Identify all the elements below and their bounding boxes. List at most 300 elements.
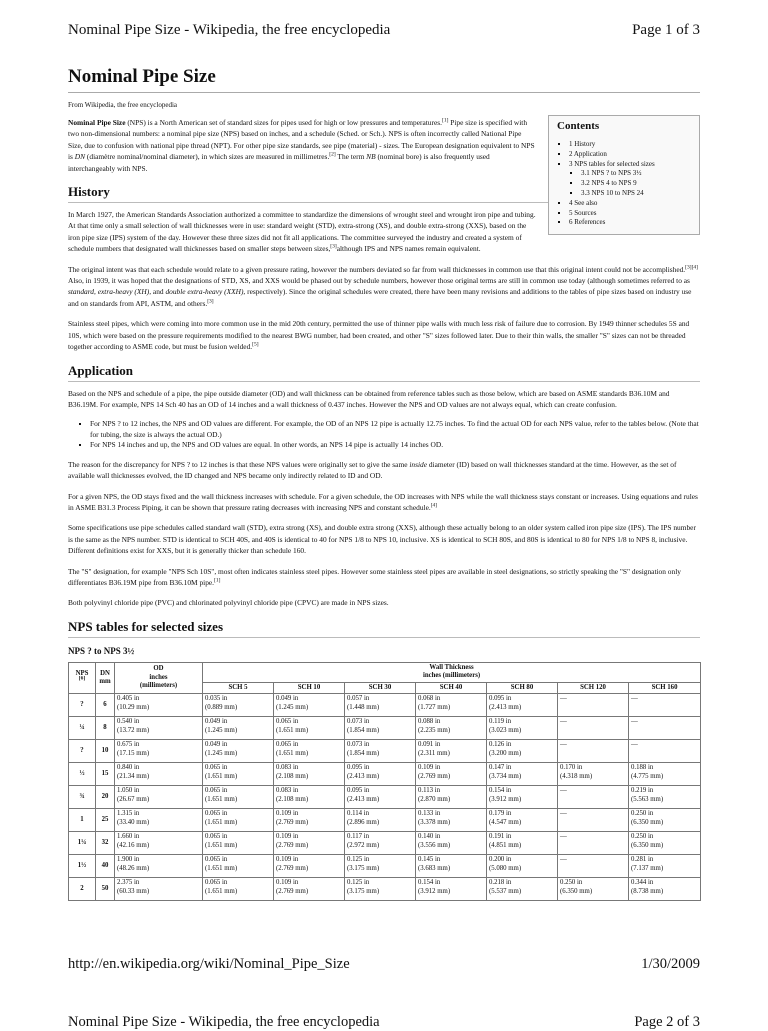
wall-cell [629,809,701,832]
wall-cell [345,878,416,901]
section-heading-history: History [68,184,700,203]
wall-cell-line: (2.769 mm) [276,841,309,849]
header-nps [69,662,96,693]
next-page-header [68,1014,700,1031]
history-italic: double extra-heavy (XXH) [165,287,244,297]
wall-cell-line: (1.448 mm) [347,703,380,711]
wall-cell [345,740,416,763]
history-text: although IPS and NPS names remain equivalent. [336,244,481,254]
wall-cell [487,878,558,901]
wall-cell-line: (5.537 mm) [489,887,522,895]
toc-item-application[interactable] [569,150,693,160]
od-cell-line: 1.900 in [117,856,140,864]
toc-link[interactable]: 5 Sources [569,208,597,217]
table-row [69,763,701,786]
toc-link[interactable]: 3.1 NPS ? to NPS 3½ [581,169,642,178]
table-row [69,786,701,809]
wall-cell [558,832,629,855]
wall-cell-line: — [631,718,638,726]
wall-cell-line: 0.109 in [418,764,441,772]
nps-cell-line: 2 [80,884,84,892]
wall-cell-line: (3.912 mm) [418,887,451,895]
wall-cell-line: 0.119 in [489,718,512,726]
dn-cell [96,740,115,763]
wall-cell-line: (2.896 mm) [347,818,380,826]
wall-cell-line: (1.651 mm) [276,749,309,757]
toc-title: Contents [557,120,600,132]
wall-cell-line: (6.350 mm) [560,887,593,895]
intro-text: (nominal bore) is also frequently used interchangeably with NPS. [68,152,490,173]
wall-cell-line: (1.651 mm) [276,726,309,734]
wall-cell-line: (2.769 mm) [276,818,309,826]
history-paragraph [68,264,700,310]
wall-cell-line: 0.200 in [489,856,512,864]
wall-cell-line: 0.065 in [205,810,228,818]
header-schedule: SCH 80 [487,682,558,693]
wall-cell-line: 0.125 in [347,879,370,887]
wall-cell-line: 0.126 in [489,741,512,749]
dn-cell [96,855,115,878]
wall-cell-line: 0.049 in [205,741,228,749]
wall-cell [558,717,629,740]
application-text: The reason for the discrepancy for NPS ? to 12 inches is that these NPS values were originally set to give the same [68,459,410,469]
toc-subitem[interactable] [581,189,693,199]
toc-item-history[interactable] [569,140,693,150]
wall-cell [345,809,416,832]
print-header [68,22,700,39]
dn-cell [96,763,115,786]
intro-text: Pipe size is specified with two non-dimensional numbers: a nominal pipe size (NPS) based on inches, and a schedule (Sched. or Sch.). NPS is often incorrectly called National Pipe Size, due to confusion with national pipe thread (NPT). For other pipe size standards, see pipe (material) - sizes. The European designation equivalent to NPS is [68,118,535,162]
wall-cell [203,694,274,717]
wall-cell-line: (2.870 mm) [418,795,451,803]
wall-cell-line: (2.311 mm) [418,749,450,757]
wall-cell-line: 0.250 in [560,879,583,887]
wall-cell-line: 0.218 in [489,879,512,887]
nps-cell [69,855,96,878]
wall-cell [345,694,416,717]
wall-cell-line: 0.083 in [276,764,299,772]
wall-cell [274,740,345,763]
dn-cell [96,717,115,740]
application-paragraph: Both polyvinyl chloride pipe (PVC) and chlorinated polyvinyl chloride pipe (CPVC) are made in NPS sizes. [68,598,389,608]
header-dn [96,662,115,693]
wall-cell-line: 0.188 in [631,764,654,772]
wall-cell-line: 0.219 in [631,787,654,795]
nps-cell [69,832,96,855]
od-cell-line: 0.840 in [117,764,140,772]
od-cell-line: (21.34 mm) [117,772,150,780]
wall-cell [629,763,701,786]
wall-cell [487,832,558,855]
wall-cell-line: (4.547 mm) [489,818,522,826]
wall-cell-line: (1.245 mm) [205,749,238,757]
od-cell [115,855,203,878]
bullet-item: ▪ For NPS ? to 12 inches, the NPS and OD values are different. For example, the OD of an NPS 12 pipe is actually 12.75 inches. To find the actual OD for each NPS value, refer to the tables below. (Note that for tubing, the size is always the actual OD.) [90,419,700,440]
wall-cell-line: 0.065 in [276,718,299,726]
wall-cell-line: 0.091 in [418,741,441,749]
wall-cell-line: — [560,833,567,841]
nps-cell [69,763,96,786]
wall-cell [203,786,274,809]
wall-cell [558,878,629,901]
wall-cell [274,809,345,832]
wall-cell-line: (2.972 mm) [347,841,380,849]
wall-cell-line: 0.035 in [205,695,228,703]
intro-text: (diamètre nominal/nominal diameter), in which sizes are measured in millimetres. [85,152,330,162]
toc-link[interactable]: 2 Application [569,149,607,158]
nps-cell [69,786,96,809]
ref-link[interactable]: [3][4] [685,264,698,271]
wall-cell [487,855,558,878]
wall-cell-line: 0.095 in [347,787,370,795]
wall-cell-line: (1.727 mm) [418,703,451,711]
intro-nb: NB [366,152,376,162]
wall-cell [416,786,487,809]
nps-cell-line: ½ [79,769,85,777]
toc-subitem[interactable] [581,169,693,179]
wall-cell [203,855,274,878]
wall-cell-line: (3.912 mm) [489,795,522,803]
application-text: The "S" designation, for example "NPS Sch 10S", most often indicates stainless steel pipes. However some stainless steel pipes are available in steel designations, so strictly speaking the "S" designation only differentiates B36.19M pipe from B36.10M pipe. [68,566,681,588]
wall-cell [629,855,701,878]
wall-cell-line: (1.854 mm) [347,749,380,757]
wall-cell-line: 0.109 in [276,856,299,864]
wall-cell [487,717,558,740]
wall-cell-line: (3.200 mm) [489,749,522,757]
wall-cell-line: 0.250 in [631,810,654,818]
od-cell [115,832,203,855]
wall-cell [274,878,345,901]
wall-cell-line: — [560,718,567,726]
wall-cell-line: (3.556 mm) [418,841,451,849]
intro-dn: DN [74,152,86,162]
wall-cell-line: (2.413 mm) [489,703,522,711]
nps-cell-line: ¾ [79,792,85,800]
nps-cell-line: 1 [80,815,84,823]
nps-cell-line: 1½ [77,861,87,869]
wall-cell-line: 0.170 in [560,764,583,772]
dn-cell-line: 25 [101,815,109,823]
ref-link[interactable]: [4] [430,502,438,509]
header-schedule: SCH 30 [345,682,416,693]
wall-cell-line: 0.088 in [418,718,441,726]
header-schedule: SCH 5 [203,682,274,693]
wall-cell-line: (2.235 mm) [418,726,451,734]
header-dn-label: DN [100,669,110,677]
wall-cell-line: 0.281 in [631,856,654,864]
dn-cell [96,878,115,901]
wall-cell [274,694,345,717]
od-cell [115,694,203,717]
wall-cell [629,740,701,763]
wall-cell-line: 0.049 in [205,718,228,726]
application-paragraph: Some specifications use pipe schedules called standard wall (STD), extra strong (XS), and double extra strong (XXS), although these actually belong to an older system called iron pipe size (IPS). The IPS number is the same as the NPS number. STD is identical to SCH 40S, and 40S is identical to 40 for NPS 1/8 to NPS 10, inclusive. XS is identical to SCH 80S, and 80S is identical to 80 for NPS 1/8 to NPS 8, inclusive. Different definitions exist for XXS, but it is generally thicker than schedule 160. [68,523,696,556]
intro-term: Nominal Pipe Size [68,118,126,127]
wall-cell [629,832,701,855]
wall-cell-line: (2.108 mm) [276,795,309,803]
wall-cell-line: 0.073 in [347,718,370,726]
od-cell-line: 2.375 in [117,879,140,887]
nps-cell-line: 1¼ [77,838,87,846]
od-cell [115,786,203,809]
wall-cell-line: 0.073 in [347,741,370,749]
wall-cell-line: (8.738 mm) [631,887,664,895]
footer-date: 1/30/2009 [641,956,700,972]
od-cell-line: (13.72 mm) [117,726,150,734]
wall-cell [203,740,274,763]
dn-cell-line: 10 [101,746,109,754]
wall-cell-line: (1.854 mm) [347,726,380,734]
dn-cell-line: 40 [101,861,109,869]
table-row [69,855,701,878]
od-cell-line: 1.050 in [117,787,140,795]
wall-cell [274,855,345,878]
nps-cell-line: ? [80,700,84,708]
header-wall-label: Wall Thickness [429,663,474,671]
toc-item-see-also[interactable] [569,199,693,209]
table-row [69,694,701,717]
od-cell-line: (17.15 mm) [117,749,150,757]
table-of-contents [548,115,700,235]
toc-link[interactable]: 4 See also [569,198,598,207]
wall-cell-line: (3.734 mm) [489,772,522,780]
wall-cell-line: 0.065 in [276,741,299,749]
wall-cell [558,809,629,832]
wall-cell-line: (3.175 mm) [347,864,380,872]
header-schedule: SCH 40 [416,682,487,693]
od-cell-line: (33.40 mm) [117,818,150,826]
wall-cell-line: (0.889 mm) [205,703,238,711]
ref-link[interactable]: [3] [330,243,337,250]
from-line: From Wikipedia, the free encyclopedia [68,101,178,109]
wall-cell [416,878,487,901]
wall-cell-line: 0.095 in [489,695,512,703]
nps-cell [69,740,96,763]
header-schedule: SCH 160 [629,682,701,693]
subsection-heading: NPS ? to NPS 3½ [68,645,135,656]
od-cell-line: 1.315 in [117,810,140,818]
footer-url[interactable]: http://en.wikipedia.org/wiki/Nominal_Pipe_Size [68,956,350,972]
dn-cell-line: 50 [101,884,109,892]
wall-cell [416,809,487,832]
ref-link[interactable]: [3] [207,298,214,305]
toc-item-nps-tables[interactable] [569,160,693,199]
wall-cell-line: (3.683 mm) [418,864,451,872]
ref-link[interactable]: [2] [329,151,336,158]
history-text: The original intent was that each schedule would relate to a given pressure rating, however the numbers deviated so far from wall thicknesses in common use that this original intent could not be accomplished. [68,264,686,274]
od-cell-line: 1.660 in [117,833,140,841]
article [68,60,700,901]
wall-cell-line: (1.245 mm) [276,703,309,711]
wall-cell-line: 0.147 in [489,764,512,772]
wall-cell [416,763,487,786]
wall-cell-line: 0.068 in [418,695,441,703]
application-paragraph [68,491,700,514]
application-paragraph [68,459,700,482]
application-text: For a given NPS, the OD stays fixed and the wall thickness increases with schedule. For a given schedule, the OD increases with NPS while the wall thickness stays constant or increases. Using equations and rules in ASME B31.3 Process Piping, it can be shown that pressure rating decreases with increasing NPS and constant schedule. [68,491,698,513]
wall-cell-line: 0.049 in [276,695,299,703]
wall-cell [629,717,701,740]
od-cell [115,717,203,740]
wall-cell-line: — [631,741,638,749]
header-schedule: SCH 10 [274,682,345,693]
history-text: Also, in 1939, it was hoped that the designations of STD, XS, and XXS would be phased out by schedule numbers, however those original terms are still in common use today (although sometimes referred to as [68,276,690,286]
print-footer [68,956,700,973]
nps-table-body [69,694,701,901]
dn-cell [96,786,115,809]
toc-link[interactable]: 1 History [569,140,596,148]
header-wall-unit: inches (millimeters) [422,672,481,680]
toc-link[interactable]: 6 References [569,218,606,227]
wall-cell-line: 0.109 in [276,833,299,841]
wall-cell-line: (4.775 mm) [631,772,664,780]
header-od [115,662,203,693]
od-cell-line: (60.33 mm) [117,887,150,895]
wall-cell-line: 0.109 in [276,810,299,818]
intro-text: (NPS) is a North American set of standard sizes for pipes used for high or low pressures and temperatures. [125,118,442,127]
wall-cell [487,809,558,832]
table-row [69,717,701,740]
od-cell-line: (48.26 mm) [117,864,150,872]
wall-cell [345,786,416,809]
dn-cell-line: 8 [103,723,107,731]
history-text: , respectively). Since the original schedules were created, there have been many revisions and additions to the tables of pipe sizes based on industry use and on standards from API, ASTM, and others. [68,287,692,308]
print-header-page: Page 1 of 3 [632,22,700,38]
wall-cell-line: 0.057 in [347,695,370,703]
header-od-unit2: (millimeters) [139,682,178,690]
wall-cell [629,694,701,717]
wall-cell-line: (1.651 mm) [205,841,238,849]
header-schedule: SCH 120 [558,682,629,693]
wall-cell [629,878,701,901]
dn-cell-line: 15 [101,769,109,777]
wall-cell-line: (1.651 mm) [205,795,238,803]
od-cell-line: (10.29 mm) [117,703,150,711]
toc-item-sources[interactable] [569,209,693,219]
toc-subitem[interactable] [581,179,693,189]
header-nps-label: NPS [75,669,89,677]
wall-cell [416,740,487,763]
od-cell-line: (26.67 mm) [117,795,150,803]
wall-cell-line: 0.125 in [347,856,370,864]
application-paragraph [68,566,700,589]
nps-table [68,662,701,901]
header-dn-unit: mm [99,677,111,685]
wall-cell-line: 0.065 in [205,879,228,887]
wall-cell [558,694,629,717]
wall-cell-line: — [560,787,567,795]
wall-cell-line: 0.083 in [276,787,299,795]
wall-cell [558,763,629,786]
wall-cell-line: 0.117 in [347,833,370,841]
next-page-number: Page 2 of 3 [634,1014,700,1030]
wall-cell-line: 0.113 in [418,787,441,795]
table-row [69,740,701,763]
od-cell-line: (42.16 mm) [117,841,150,849]
wall-cell-line: (1.651 mm) [205,887,238,895]
wall-cell [345,855,416,878]
nps-cell-line: ¼ [79,723,85,731]
wall-cell-line: 0.065 in [205,764,228,772]
wall-cell-line: 0.154 in [418,879,441,887]
dn-cell-line: 32 [101,838,109,846]
wall-cell-line: 0.065 in [205,833,228,841]
wall-cell-line: 0.179 in [489,810,512,818]
wall-cell-line: 0.065 in [205,856,228,864]
toc-link[interactable]: 3.2 NPS 4 to NPS 9 [581,179,637,188]
wall-cell-line: (3.175 mm) [347,887,380,895]
wall-cell-line: — [631,695,638,703]
wall-cell [274,717,345,740]
nps-cell [69,878,96,901]
toc-link[interactable]: 3 NPS tables for selected sizes [569,159,655,168]
wall-cell-line: 0.109 in [276,879,299,887]
wall-cell-line: 0.154 in [489,787,512,795]
toc-link[interactable]: 3.3 NPS 10 to NPS 24 [581,188,644,197]
wall-cell-line: 0.114 in [347,810,370,818]
table-row [69,809,701,832]
nps-cell [69,717,96,740]
wall-cell [274,763,345,786]
od-cell-line: 0.540 in [117,718,140,726]
wall-cell [345,832,416,855]
history-italic: standard, extra-heavy (XH), [68,287,152,297]
wall-cell [203,717,274,740]
wall-cell [487,763,558,786]
wall-cell-line: (2.769 mm) [276,864,309,872]
wall-cell-line: (2.769 mm) [276,887,309,895]
dn-cell [96,832,115,855]
header-od-label: OD [153,665,164,673]
wall-cell-line: (2.413 mm) [347,772,380,780]
wall-cell [558,740,629,763]
wall-cell-line: (5.563 mm) [631,795,664,803]
application-bullets [68,419,700,451]
wall-cell [203,878,274,901]
od-cell-line: 0.405 in [117,695,140,703]
wall-cell [416,717,487,740]
wall-cell-line: 0.250 in [631,833,654,841]
ref-link[interactable]: [6] [78,675,86,682]
table-row [69,878,701,901]
history-paragraph [68,318,700,352]
od-cell [115,763,203,786]
ref-link[interactable]: [1] [214,577,221,584]
wall-cell-line: 0.095 in [347,764,370,772]
wall-cell [345,717,416,740]
toc-item-references[interactable] [569,218,693,228]
wall-cell-line: — [560,695,567,703]
wall-cell [203,763,274,786]
wall-cell-line: (3.023 mm) [489,726,522,734]
ref-link[interactable]: [1] [441,117,449,124]
history-text: and [151,287,166,297]
wall-cell-line: 0.145 in [418,856,441,864]
print-header-title: Nominal Pipe Size - Wikipedia, the free encyclopedia [68,22,391,38]
od-cell [115,878,203,901]
wall-cell-line: (6.350 mm) [631,818,664,826]
wall-cell [558,786,629,809]
wall-cell-line: (7.137 mm) [631,864,664,872]
wall-cell [629,786,701,809]
wall-cell [558,855,629,878]
wall-cell [345,763,416,786]
wall-cell-line: — [560,741,567,749]
history-text: In March 1927, the American Standards Association authorized a committee to standardize the dimensions of wrought steel and wrought iron pipe and tubing. At that time only a small selection of wall thicknesses were in use: standard weight (STD), extra-strong (XS), and double extra-strong (XXS), based on the iron pipe size (IPS) system of the day. However these three sizes did not fit all applications. The committee surveyed the industry and created a system of schedule numbers that designated wall thicknesses based on smaller steps between sizes, [68,210,536,254]
history-text: Stainless steel pipes, which were coming into more common use in the mid 20th century, permitted the use of thinner pipe walls with much less risk of failure due to corrosion. By 1949 thinner schedules 5S and 10S, which were based on the pressure requirements modified to the nearest BWG number, had been created, and other "S" sizes followed later. Due to their thin walls, the smaller "S" sizes can not be threaded together according to ASME code, but must be fusion welded. [68,319,690,352]
intro-text: The term [335,152,367,162]
ref-link[interactable]: [5] [252,341,259,348]
